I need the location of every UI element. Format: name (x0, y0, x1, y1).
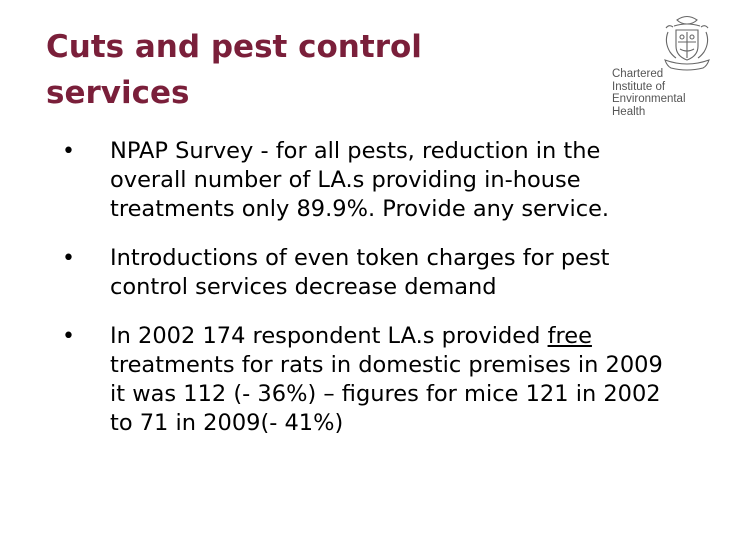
free-emphasis: free (547, 323, 592, 349)
bullet-icon: • (62, 324, 75, 349)
bullet-icon: • (62, 139, 75, 164)
bullet-item (0, 322, 737, 438)
logo-line-1: Chartered (612, 68, 664, 80)
logo-wordmark (612, 68, 716, 118)
logo-line-4: Health (612, 105, 646, 118)
title-line-1: Cuts and pest control (46, 29, 422, 65)
bullet-text-end: treatments for rats in domestic premises in 2009 it was 112 (- 36%) – figures for mice 121 in 2002 to 71 in 2009(- 41%) (110, 352, 663, 436)
bullet-icon: • (62, 246, 75, 271)
logo-line-3: Environmental (612, 93, 686, 105)
logo-line-2: Institute of (612, 80, 666, 93)
bullet-item (0, 137, 737, 224)
cieh-logo (612, 14, 716, 118)
coat-of-arms-icon (660, 14, 714, 72)
slide-title (46, 24, 526, 116)
bullet-text-start: In 2002 174 respondent LA.s provided (110, 323, 548, 349)
bullet-list (0, 137, 737, 458)
bullet-text: NPAP Survey - for all pests, reduction in the overall number of LA.s providing in-house treatments only 89.9%. Provide any service. (110, 138, 610, 222)
bullet-text (110, 322, 670, 438)
bullet-item (0, 244, 737, 302)
bullet-text: Introductions of even token charges for pest control services decrease demand (110, 245, 610, 300)
title-line-2: services (46, 75, 190, 111)
